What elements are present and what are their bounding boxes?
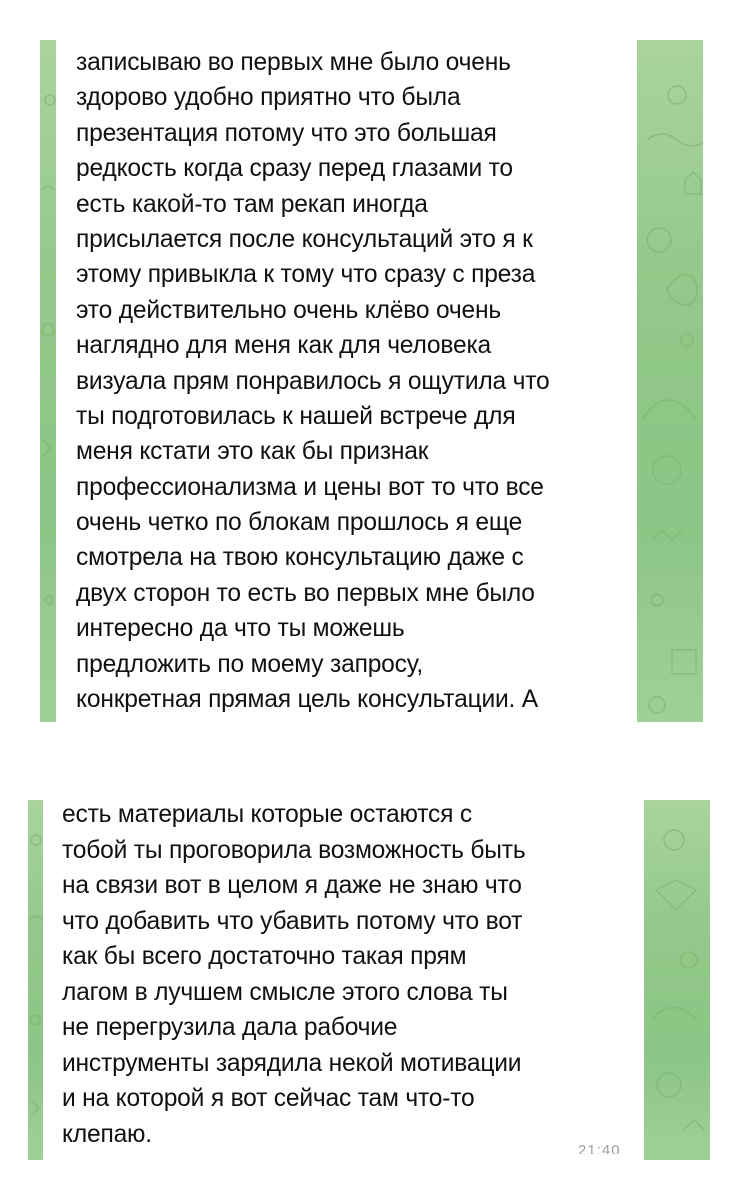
message-line: лагом в лучшем смысле этого слова ты [62, 978, 508, 1006]
message-line: что добавить что убавить потому что вот [62, 907, 523, 935]
message-line: на связи вот в целом я даже не знаю что [62, 872, 522, 899]
message-line: предложить по моему запросу, [76, 650, 424, 678]
chat-wallpaper-right-1 [637, 40, 703, 722]
chat-wallpaper-right-2 [644, 800, 710, 1160]
message-line: присылается после консультаций это я к [76, 225, 533, 253]
message-timestamp: 21:40 [578, 1142, 621, 1154]
message-line: не перегрузила дала рабочие [62, 1014, 398, 1041]
wallpaper-doodles-icon [637, 40, 703, 722]
message-line: записываю во первых мне было очень [76, 49, 511, 76]
message-line: инструменты зарядила некой мотивации [62, 1049, 522, 1077]
message-line: презентация потому что это большая [76, 119, 497, 147]
message-line: как бы всего достаточно такая прям [62, 943, 467, 970]
message-line: здорово удобно приятно что была [76, 84, 461, 112]
message-bubble-2[interactable] [62, 797, 525, 1152]
chat-wallpaper-left-2 [28, 800, 43, 1160]
message-line: этому привыкла к тому что сразу с преза [76, 261, 536, 289]
message-line: редкость когда сразу перед глазами то [76, 155, 513, 183]
message-line: есть какой-то там рекап иногда [76, 190, 428, 218]
chat-wallpaper-left-1 [40, 40, 56, 722]
message-line: тобой ты проговорила возможность быть [62, 836, 526, 864]
message-line: двух сторон то есть во первых мне было [76, 579, 535, 607]
message-line: визуала прям понравилось я ощутила что [76, 367, 550, 395]
message-line: конкретная прямая цель консультации. А [76, 686, 538, 714]
message-line: наглядно для меня как для человека [76, 332, 492, 360]
message-line: очень четко по блокам прошлось я еще [76, 509, 523, 537]
message-bubble-1[interactable] [76, 45, 550, 717]
message-line: меня кстати это как бы признак [76, 438, 429, 466]
message-line: есть материалы которые остаются с [62, 801, 472, 828]
wallpaper-doodles-icon [28, 800, 43, 1160]
message-line: и на которой я вот сейчас там что-то [62, 1085, 475, 1112]
message-line: смотрела на твою консультацию даже с [76, 544, 524, 572]
message-line: клепаю. [62, 1120, 152, 1148]
message-line: это действительно очень клёво очень [76, 296, 501, 324]
message-line: ты подготовилась к нашей встрече для [76, 402, 516, 430]
message-line: интересно да что ты можешь [76, 615, 405, 643]
message-line: профессионализма и цены вот то что все [76, 473, 544, 501]
wallpaper-doodles-icon [644, 800, 710, 1160]
wallpaper-doodles-icon [40, 40, 56, 722]
